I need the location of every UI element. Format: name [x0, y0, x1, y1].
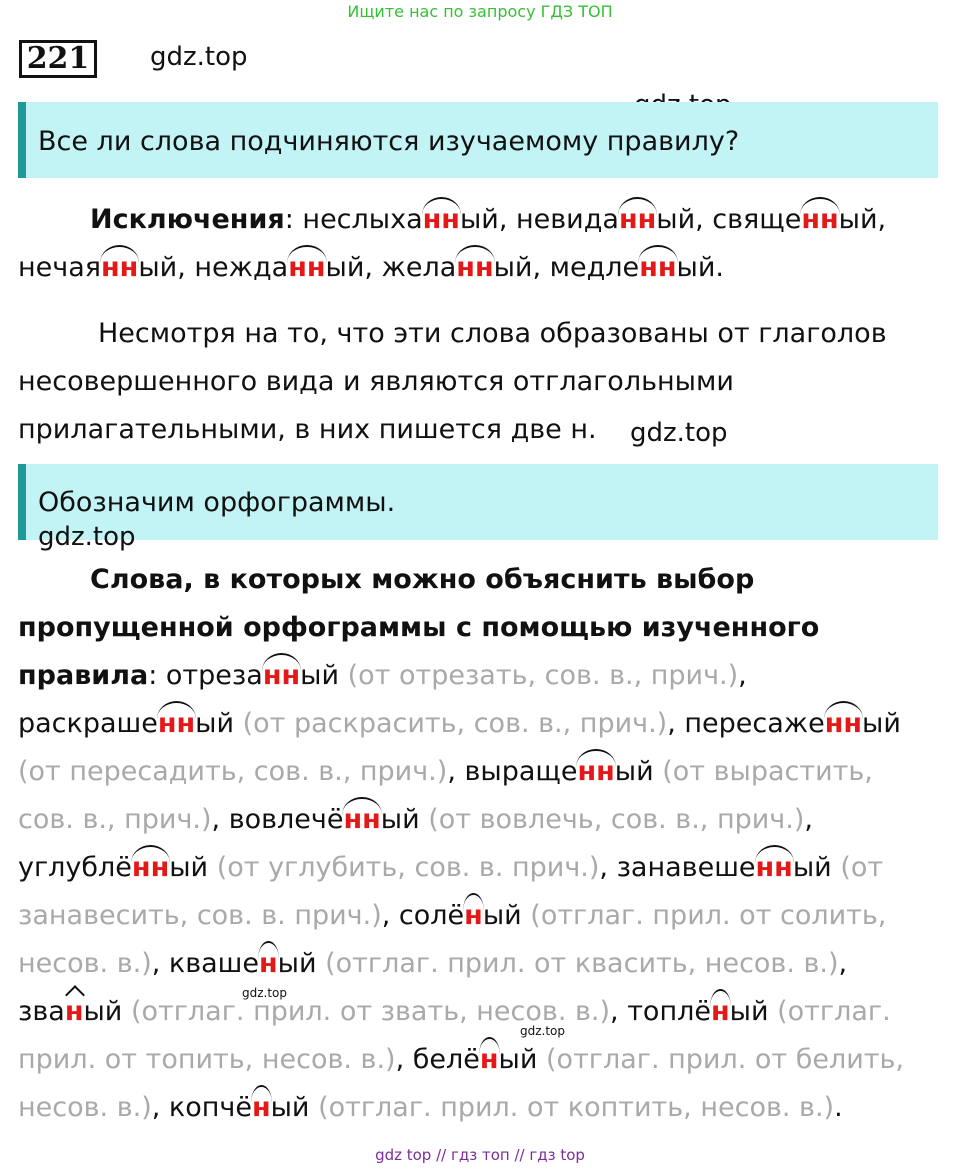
word: нежданный [194, 252, 364, 283]
question-text: Все ли слова подчиняются изучаемому правилу? [38, 126, 740, 157]
text-line: занавесить, сов. в. прич.), солёный (отглаг. прил. от солить, [18, 892, 948, 940]
morpheme-arc: нн [639, 244, 676, 292]
watermark: gdz.top [150, 42, 248, 72]
note: (отглаг. прил. от солить, [530, 900, 887, 931]
word: квашеный [169, 948, 317, 979]
task-number-box: 221 [19, 40, 97, 78]
word: выращенный [464, 756, 653, 787]
question-bar [18, 102, 938, 178]
morpheme-arc: нн [101, 244, 138, 292]
word: белёный [413, 1044, 538, 1075]
morpheme-arc: нн [423, 196, 460, 244]
text-line: прил. от топить, несов. в.), белёный (отглаг. прил. от белить, [18, 1036, 948, 1084]
note: (отглаг. прил. от белить, [546, 1044, 905, 1075]
morpheme-arc: нн [132, 844, 169, 892]
morpheme-arc: нн [619, 196, 656, 244]
note: (от вырастить, [662, 756, 873, 787]
note: (от углубить, сов. в. прич.) [216, 852, 600, 883]
word: занавешенный [617, 852, 832, 883]
word: желанный [382, 252, 533, 283]
word: священный [712, 204, 877, 235]
text-line: прилагательными, в них пишется две н. [18, 414, 597, 445]
note: несов. в.) [18, 948, 152, 979]
note: (отглаг. [777, 996, 891, 1027]
morpheme-arc: нн [263, 652, 300, 700]
word: раскрашенный [18, 708, 234, 739]
footer-watermark: gdz top // гдз топ // гдз top [375, 1146, 585, 1164]
text-line: углублённый (от углубить, сов. в. прич.), занавешенный (от [18, 844, 948, 892]
watermark: gdz.top [630, 418, 728, 448]
text-line: пропущенной орфограммы с помощью изученного [18, 612, 820, 643]
word: топлёный [627, 996, 768, 1027]
note: (от вовлечь, сов. в., прич.) [428, 804, 805, 835]
note: несов. в.) [18, 1092, 152, 1123]
note: (от пересадить, сов. в., прич.) [18, 756, 448, 787]
note: сов. в., прич.) [18, 804, 212, 835]
morpheme-arc: н [464, 892, 483, 940]
watermark: gdz.top [38, 522, 136, 552]
exceptions-paragraph [18, 196, 948, 292]
note: (от раскрасить, сов. в., прич.) [242, 708, 668, 739]
morpheme-arc: нн [801, 196, 838, 244]
word: медленный [550, 252, 716, 283]
note: занавесить, сов. в. прич.) [18, 900, 382, 931]
text-line: сов. в., прич.), вовлечённый (от вовлечь, сов. в., прич.), [18, 796, 948, 844]
note: (от [840, 852, 884, 883]
note: прил. от топить, несов. в.) [18, 1044, 396, 1075]
morpheme-arc: нн [456, 244, 493, 292]
text-line: Несмотря на то, что эти слова образованы от глаголов [98, 318, 887, 349]
morpheme-arc: н [711, 988, 730, 1036]
exceptions-label: Исключения [90, 204, 285, 235]
word: углублённый [18, 852, 208, 883]
word: невиданный [516, 204, 695, 235]
morpheme-arc: н [259, 940, 278, 988]
word: неслыханный [302, 204, 498, 235]
question-bar [18, 464, 938, 540]
word: нечаянный [18, 252, 177, 283]
morpheme-arc: нн [343, 796, 380, 844]
text-line: (от пересадить, сов. в., прич.), выращенный (от вырастить, [18, 748, 948, 796]
morpheme-arc: нн [756, 844, 793, 892]
text-line: званый (отглаг. прил. от звать, несов. в.), топлёный (отглаг. [18, 988, 948, 1036]
morpheme-arc: н [480, 1036, 499, 1084]
note: (отглаг. прил. от квасить, несов. в.) [325, 948, 839, 979]
text-line: раскрашенный (от раскрасить, сов. в., прич.), пересаженный [18, 700, 948, 748]
morpheme-arc: нн [288, 244, 325, 292]
morpheme-arc: нн [158, 700, 195, 748]
explanation-paragraph [18, 310, 948, 454]
text-line: несовершенного вида и являются отглагольными [18, 366, 734, 397]
text-line: правила: отрезанный (от отрезать, сов. в., прич.), [18, 652, 948, 700]
watermark: gdz.top [520, 1024, 566, 1038]
answer-paragraph [18, 556, 948, 1132]
exceptions-line: Исключения: неслыханный, невиданный, священный, [18, 196, 948, 244]
text-line: несов. в.), квашеный (отглаг. прил. от квасить, несов. в.), [18, 940, 948, 988]
note: (отглаг. прил. от коптить, несов. в.) [318, 1092, 835, 1123]
morpheme-arc: н [252, 1084, 271, 1132]
text-line: Слова, в которых можно объяснить выбор [90, 564, 755, 595]
note: (от отрезать, сов. в., прич.) [347, 660, 739, 691]
word: пересаженный [684, 708, 901, 739]
word: копчёный [169, 1092, 310, 1123]
text-line: несов. в.), копчёный (отглаг. прил. от коптить, несов. в.). [18, 1084, 948, 1132]
search-banner: Ищите нас по запросу ГДЗ ТОП [347, 2, 613, 21]
exceptions-line: нечаянный, нежданный, желанный, медленный. [18, 244, 948, 292]
word: вовлечённый [229, 804, 420, 835]
word: званый [18, 996, 122, 1027]
morpheme-arc: нн [825, 700, 862, 748]
word: отрезанный [166, 660, 339, 691]
question-text: Обозначим орфограммы. [38, 487, 396, 518]
morpheme-hat: н [65, 988, 84, 1036]
morpheme-arc: нн [577, 748, 614, 796]
watermark: gdz.top [242, 986, 288, 1000]
note: (отглаг. прил. от звать, несов. в.) [130, 996, 611, 1027]
word: солёный [399, 900, 522, 931]
